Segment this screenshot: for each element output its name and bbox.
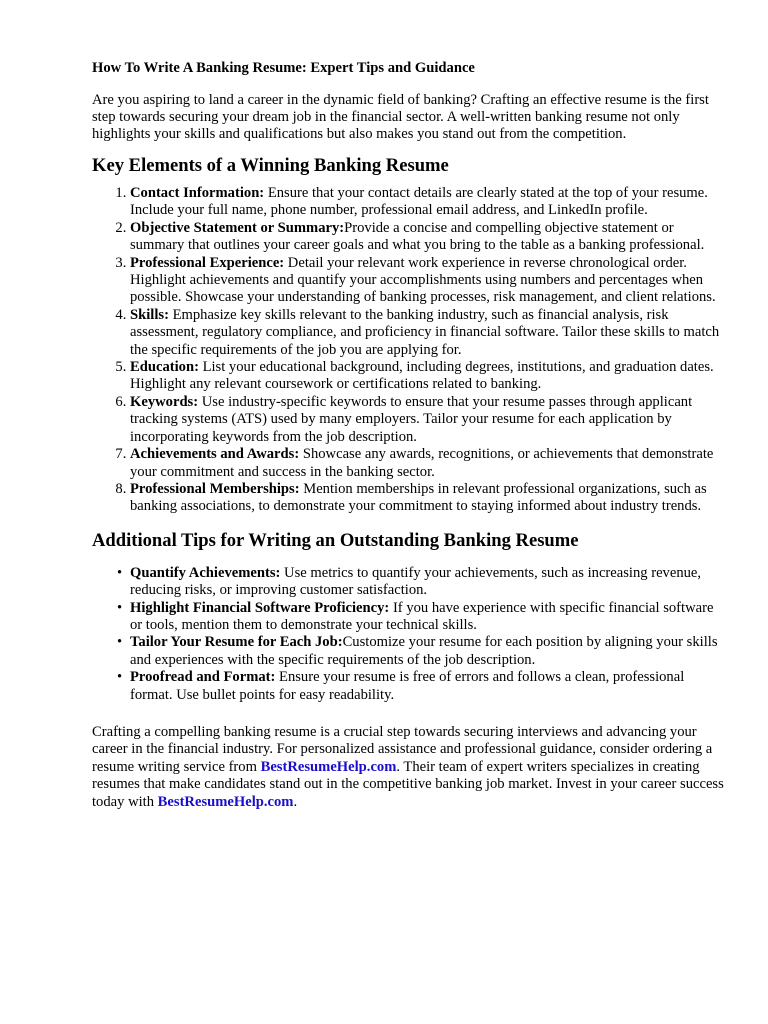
additional-tips-heading: Additional Tips for Writing an Outstanding Banking Resume (92, 529, 579, 551)
item-label: Proofread and Format: (130, 669, 276, 686)
item-text: Detail your relevant work experience in reverse chronological order. Highlight achievements and quantify your accomplishments using numbers and percentages when possible. Showcase your understanding of banking processes, risk management, and client relations. (130, 254, 716, 306)
bullet-icon: • (117, 634, 123, 651)
item-label: Achievements and Awards: (130, 446, 300, 463)
list-item (117, 634, 728, 669)
item-text: Use metrics to quantify your achievements, such as increasing revenue, reducing risks, or improving customer satisfaction. (130, 564, 702, 599)
bestresumehelp-link[interactable]: BestResumeHelp.com (157, 793, 294, 810)
item-text: List your educational background, including degrees, institutions, and graduation dates. Highlight any relevant coursework or certifications related to banking. (130, 359, 714, 393)
item-label: Objective Statement or Summary: (130, 219, 345, 236)
list-item (117, 564, 728, 600)
key-elements-list (92, 185, 728, 516)
item-label: Tailor Your Resume for Each Job: (130, 634, 343, 651)
item-text: Use industry-specific keywords to ensure that your resume passes through applicant tracking systems (ATS) used by many employers. Tailor your resume for each application by incorporating keywords from the job description. (130, 393, 693, 445)
item-label: Education: (130, 359, 199, 376)
list-item (130, 185, 728, 220)
intro-paragraph: Are you aspiring to land a career in the dynamic field of banking? Crafting an effective resume is the first step towards securing your dream job in the financial sector. A well-written banking resume not only highlights your skills and qualifications but also makes you stand out from the competition. (92, 92, 709, 142)
item-label: Professional Experience: (130, 254, 285, 271)
bullet-icon: • (117, 564, 123, 581)
closing-text: . (293, 793, 298, 810)
list-item (130, 359, 728, 394)
bestresumehelp-link[interactable]: BestResumeHelp.com (260, 758, 397, 775)
item-label: Professional Memberships: (130, 480, 300, 497)
list-item (130, 307, 728, 359)
item-text: If you have experience with specific financial software or tools, mention them to demonstrate your technical skills. (130, 599, 714, 633)
item-text: Provide a concise and compelling objective statement or summary that outlines your career goals and what you bring to the table as a banking professional. (130, 219, 705, 254)
item-text: Mention memberships in relevant professional organizations, such as banking associations, to demonstrate your commitment to staying informed about industry trends. (130, 480, 707, 515)
item-label: Skills: (130, 306, 169, 323)
item-label: Quantify Achievements: (130, 564, 281, 581)
list-item (117, 669, 728, 704)
item-text: Emphasize key skills relevant to the banking industry, such as financial analysis, risk assessment, regulatory compliance, and proficiency in financial software. Tailor these skills to match the specific requirements of the job you are applying for. (130, 306, 720, 358)
list-item (117, 599, 728, 635)
document-title: How To Write A Banking Resume: Expert Tips and Guidance (92, 60, 475, 76)
list-item (130, 255, 728, 307)
item-text: Customize your resume for each position by aligning your skills and experiences with the specific requirements of the job description. (130, 634, 718, 668)
closing-text: . Their team of expert writers specializes in creating resumes that make candidates stand out in the competitive banking job market. Invest in your career success today with (92, 758, 724, 810)
closing-text: Crafting a compelling banking resume is a crucial step towards securing interviews and advancing your career in the financial industry. For personalized assistance and professional guidance, consider ordering a resume writing service from (92, 723, 713, 775)
list-item (130, 220, 728, 255)
item-label: Keywords: (130, 393, 199, 410)
bullet-icon: • (117, 599, 123, 616)
item-text: Ensure that your contact details are clearly stated at the top of your resume. Include your full name, phone number, professional email address, and LinkedIn profile. (130, 185, 708, 219)
item-text: Ensure your resume is free of errors and follows a clean, professional format. Use bullet points for easy readability. (130, 669, 685, 703)
item-label: Highlight Financial Software Proficiency: (130, 599, 390, 616)
item-text: Showcase any awards, recognitions, or achievements that demonstrate your commitment and success in the banking sector. (130, 446, 714, 480)
additional-tips-list (92, 565, 728, 704)
key-elements-heading: Key Elements of a Winning Banking Resume (92, 155, 449, 176)
item-label: Contact Information: (130, 185, 265, 201)
closing-paragraph (92, 724, 728, 811)
list-item (130, 481, 728, 516)
list-item (130, 446, 728, 481)
list-item (130, 394, 728, 446)
bullet-icon: • (117, 669, 123, 686)
